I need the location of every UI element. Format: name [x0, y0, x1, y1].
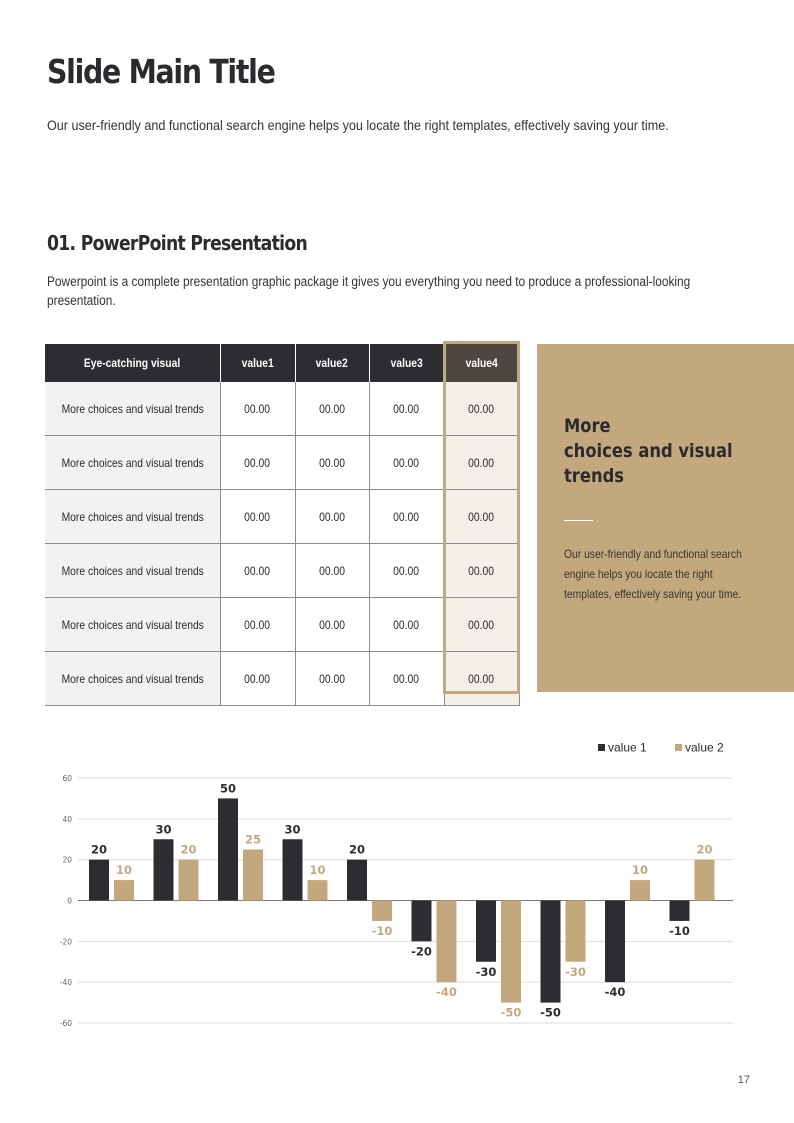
table-cell-value: 00.00	[295, 598, 369, 652]
table-row-label: More choices and visual trends	[45, 382, 220, 436]
table-header-cell: value2	[295, 344, 369, 382]
bar-series2	[566, 901, 586, 962]
bar-series1	[218, 798, 238, 900]
bar-series2	[501, 901, 521, 1003]
table-cell-value: 00.00	[295, 436, 369, 490]
legend-swatch	[675, 744, 682, 751]
side-panel-divider	[564, 520, 593, 521]
y-tick-label: -20	[59, 937, 72, 947]
bar-series1	[670, 901, 690, 921]
bar-series1	[605, 901, 625, 983]
table-cell-value: 00.00	[369, 598, 444, 652]
bar-series2	[243, 849, 263, 900]
page-subtitle: Our user-friendly and functional search engine helps you locate the right templates, effectively saving your time.	[47, 117, 669, 133]
table-header-row	[45, 344, 519, 382]
data-label: -10	[371, 923, 393, 938]
data-label: -10	[669, 923, 690, 938]
side-panel-text: Our user-friendly and functional search engine helps you locate the right templates, effectively saving your time.	[564, 547, 742, 601]
table-row	[45, 652, 519, 706]
bar-series2	[437, 901, 457, 983]
table-cell-value: 00.00	[295, 652, 369, 706]
table-row	[45, 382, 519, 436]
page-title: Slide Main Title	[47, 52, 275, 91]
table-row-label: More choices and visual trends	[45, 436, 220, 490]
table-cell-value: 00.00	[444, 598, 519, 652]
data-label: 20	[696, 842, 713, 857]
table-cell-value: 00.00	[444, 436, 519, 490]
side-panel	[537, 344, 794, 692]
bar-series1	[283, 839, 303, 900]
data-label: -50	[540, 1005, 561, 1020]
data-label: -50	[500, 1005, 522, 1020]
table-cell-value: 00.00	[295, 382, 369, 436]
table-row	[45, 598, 519, 652]
table-row	[45, 490, 519, 544]
data-label: -30	[565, 964, 586, 979]
bar-chart	[0, 730, 794, 1040]
table-cell-value: 00.00	[444, 490, 519, 544]
data-label: 20	[180, 842, 197, 857]
table-cell-value: 00.00	[295, 490, 369, 544]
table-cell-value: 00.00	[220, 544, 295, 598]
legend-label: value 2	[685, 740, 724, 755]
table-row-label: More choices and visual trends	[45, 490, 220, 544]
bar-series2	[630, 880, 650, 900]
data-table	[45, 344, 520, 706]
side-panel-heading: More choices and visual trends	[564, 415, 733, 487]
y-tick-label: -60	[59, 1019, 72, 1028]
table-cell-value: 00.00	[444, 382, 519, 436]
table-header-cell-highlight: value4	[444, 344, 519, 382]
table-cell-value: 00.00	[220, 598, 295, 652]
table-cell-value: 00.00	[369, 544, 444, 598]
data-label: 20	[90, 842, 108, 857]
table-cell-value: 00.00	[369, 652, 444, 706]
y-tick-label: 60	[62, 774, 72, 783]
data-label: -30	[475, 964, 497, 979]
data-label: 25	[244, 832, 262, 847]
data-label: 10	[115, 863, 133, 878]
table-row-label: More choices and visual trends	[45, 652, 220, 706]
table-cell-value: 00.00	[444, 544, 519, 598]
data-label: -20	[411, 944, 432, 959]
table-cell-value: 00.00	[369, 382, 444, 436]
table-cell-value: 00.00	[220, 436, 295, 490]
bar-series1	[347, 860, 367, 901]
table-cell-value: 00.00	[220, 382, 295, 436]
legend-label: value 1	[608, 740, 647, 755]
y-tick-label: 0	[67, 896, 72, 906]
legend-swatch	[598, 744, 605, 751]
table-header-cell: value3	[369, 344, 444, 382]
table-cell-value: 00.00	[369, 436, 444, 490]
bar-series2	[695, 860, 715, 901]
data-label: 10	[309, 863, 326, 878]
bar-series2	[308, 880, 328, 900]
bar-series2	[179, 860, 199, 901]
bar-series1	[89, 860, 109, 901]
table-row	[45, 544, 519, 598]
table-header-cell: Eye-catching visual	[45, 344, 220, 382]
bar-series2	[372, 901, 392, 921]
table-row	[45, 436, 519, 490]
y-tick-label: -40	[59, 978, 72, 988]
table-cell-value: 00.00	[220, 652, 295, 706]
table-cell-value: 00.00	[220, 490, 295, 544]
bar-series1	[412, 901, 432, 942]
table-header-cell: value1	[220, 344, 295, 382]
data-label: -40	[604, 985, 626, 1000]
section-text: Powerpoint is a complete presentation graphic package it gives you everything you need to produce a professional-looking presentation.	[47, 274, 691, 308]
bar-series1	[154, 839, 174, 900]
table-row-label: More choices and visual trends	[45, 598, 220, 652]
data-label: 30	[284, 822, 301, 837]
y-tick-label: 40	[62, 814, 72, 824]
data-label: -40	[436, 985, 457, 1000]
table-row-label: More choices and visual trends	[45, 544, 220, 598]
page-number: 17	[737, 1074, 750, 1086]
section-title: 01. PowerPoint Presentation	[47, 231, 308, 255]
table-cell-value: 00.00	[444, 652, 519, 706]
table-cell-value: 00.00	[295, 544, 369, 598]
bar-series1	[541, 901, 561, 1003]
data-label: 10	[631, 863, 649, 878]
data-label: 20	[348, 842, 366, 857]
data-label: 50	[219, 781, 237, 796]
y-tick-label: 20	[62, 855, 72, 865]
bar-series2	[114, 880, 134, 900]
table-cell-value: 00.00	[369, 490, 444, 544]
bar-series1	[476, 901, 496, 962]
data-label: 30	[155, 822, 172, 837]
